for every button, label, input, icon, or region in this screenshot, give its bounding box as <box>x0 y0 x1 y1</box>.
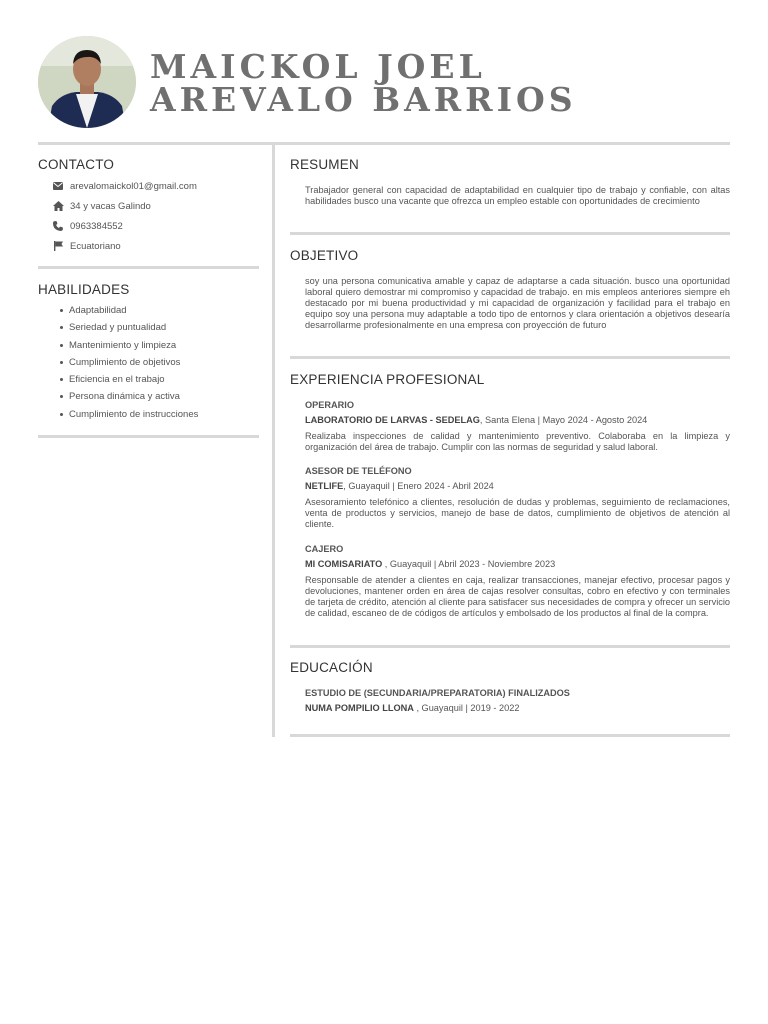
skill-item: Adaptabilidad <box>60 304 198 321</box>
skill-item: Cumplimiento de instrucciones <box>60 408 198 425</box>
contact-divider <box>38 266 259 269</box>
experience-divider <box>290 645 730 648</box>
job-description: Realizaba inspecciones de calidad y mantenimiento preventivo. Colaboraba en la limpieza y organización del área de trabajo. Cumplir con las normas de seguridad y salud laboral. <box>305 431 730 452</box>
contact-phone-text: 0963384552 <box>70 220 123 232</box>
job-company-line <box>305 415 647 425</box>
job-company-line <box>305 481 494 491</box>
contact-email-text: arevalomaickol01@gmail.com <box>70 180 197 192</box>
job-company-line <box>305 559 555 569</box>
contact-email <box>52 179 197 193</box>
skill-item: Cumplimiento de objetivos <box>60 356 198 373</box>
envelope-icon <box>52 180 64 192</box>
skills-title: HABILIDADES <box>38 282 130 297</box>
job-role: CAJERO <box>305 544 344 554</box>
contact-title: CONTACTO <box>38 157 115 172</box>
education-divider <box>290 734 730 737</box>
job-description: Asesoramiento telefónico a clientes, resolución de dudas y problemas, seguimiento de reclamaciones, venta de productos y servicios, manejo de base de datos, cumplimiento de objetivos de atención al cliente. <box>305 497 730 529</box>
column-divider <box>272 144 275 737</box>
resume-header <box>0 0 768 140</box>
education-title: EDUCACIÓN <box>290 660 373 675</box>
education-school-line <box>305 703 519 713</box>
name-line-1: MAICKOL JOEL <box>150 47 486 86</box>
job-description: Responsable de atender a clientes en caja, realizar transacciones, manejar efectivo, procesar pagos y devoluciones, mantener orden en área de cajas resolver consultas, cobro en efectivo y con terminales de tarjeta de crédito, atención al cliente para satisfacer sus necesidades de compra y ofrecer un servicio de calidad, escaneo de de códigos de artículos y embolsado de los productos al final de la compra. <box>305 575 730 618</box>
contact-address-text: 34 y vacas Galindo <box>70 200 151 212</box>
phone-icon <box>52 220 64 232</box>
summary-title: RESUMEN <box>290 157 359 172</box>
contact-address <box>52 199 151 213</box>
skills-list <box>60 304 198 425</box>
education-degree: ESTUDIO DE (SECUNDARIA/PREPARATORIA) FINALIZADOS <box>305 688 570 698</box>
job-details: , Guayaquil | Enero 2024 - Abril 2024 <box>343 481 494 491</box>
candidate-name <box>150 47 577 119</box>
objective-text: soy una persona comunicativa amable y capaz de adaptarse a cada situación. busco una oportunidad laboral quiero demostrar mi compromiso y capacidad de trabajo. en mis empleos anteriores siempre eh destacado por mi buena productividad y mi capacidad de organización y facilidad para el trabajo en equipo soy una persona muy adaptable a todo tipo de entornos y clara orientación a objetivos desearía desarrollarme profesionalmente en una empresa con proyección de futuro <box>305 276 730 330</box>
contact-phone <box>52 219 123 233</box>
job-company: MI COMISARIATO <box>305 559 383 569</box>
contact-nationality <box>52 239 121 253</box>
job-role: ASESOR DE TELÉFONO <box>305 466 412 476</box>
skills-divider <box>38 435 259 438</box>
objective-title: OBJETIVO <box>290 248 359 263</box>
job-company: NETLIFE <box>305 481 344 491</box>
summary-text: Trabajador general con capacidad de adaptabilidad en cualquier tipo de trabajo y confiable, con altas habilidades busco una vacante que ofrezca un empleo estable con oportunidades de crecimiento <box>305 185 730 206</box>
name-line-2: AREVALO BARRIOS <box>150 80 577 119</box>
skill-item: Eficiencia en el trabajo <box>60 373 198 390</box>
header-divider <box>38 142 730 145</box>
experience-title: EXPERIENCIA PROFESIONAL <box>290 372 485 387</box>
skill-item: Mantenimiento y limpieza <box>60 339 198 356</box>
job-details: , Guayaquil | Abril 2023 - Noviembre 2023 <box>382 559 556 569</box>
job-company: LABORATORIO DE LARVAS - SEDELAG <box>305 415 480 425</box>
home-icon <box>52 200 64 212</box>
job-role: OPERARIO <box>305 400 355 410</box>
flag-icon <box>52 240 64 252</box>
contact-nationality-text: Ecuatoriano <box>70 240 121 252</box>
avatar <box>38 36 136 128</box>
education-details: , Guayaquil | 2019 - 2022 <box>413 703 520 713</box>
summary-divider <box>290 232 730 235</box>
skill-item: Persona dinámica y activa <box>60 390 198 407</box>
job-details: , Santa Elena | Mayo 2024 - Agosto 2024 <box>479 415 648 425</box>
education-school: NUMA POMPILIO LLONA <box>305 703 414 713</box>
skill-item: Seriedad y puntualidad <box>60 321 198 338</box>
objective-divider <box>290 356 730 359</box>
